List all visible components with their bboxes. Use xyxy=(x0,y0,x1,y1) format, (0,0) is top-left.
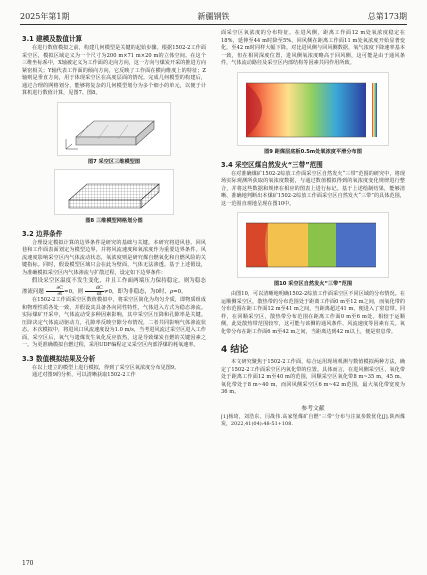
section-3-2-paragraph-3: 在1502-2工作面采空区数值模拟中，将采空区简化为均匀介质，即物质组成和物理性质各处一致，并假设其具备各向同性特性，气体进入方式为稳态渗流。实际煤矿开采中，气体流动受多种因素影响，其中采空区压降和孔隙率是关键。压降决定气体流动驱动力，孔隙率反映空隙分布情况，二者共同影响气体渗流状态。本次模拟中，将进风口风流速度设为1.0 m/s，当考进风流过采空区进入工作面，采空区后，氧气与遗煤发生氧化反应放热，这是导致煤炭自燃的关键因素之一。为更准确模拟自燃过程，采用UDF编程定义采空区内部浮煤的耗氧速率。 xyxy=(22,297,206,348)
left-column xyxy=(22,30,206,380)
figure-8-mesh xyxy=(54,169,174,215)
section-3-3-title: 3.3 数值模拟结果及分析 xyxy=(22,354,96,363)
section-3-4-paragraph-2: 由图10，可以清晰地明确1502-2综放工作面采空区不同区域的分布情况。在运顺侧采空区，散热带的分布范围处于距离工作面0 m至12 m之间，而氧化带的分布范围在距工作面12 m至41 m之间，当距离超过41 m，便进入了窒息带。同样，在回顺采空区，散热带分布范围在距离工作面0 m至6 m处。相较于运顺侧，此处散热带范围较窄，这可能与该侧的通风条件、风流速度等因素有关。氧化带分布在距工作面6 m至42 m之间，当距离达到42 m以上，便是窒息带。 xyxy=(221,291,405,335)
section-3-2-paragraph-1: 合理设定模拟计算的边界条件是研究的基础与关键。本研究将进风巷、回风巷和工作面表面划定为模型边界，并将风流速度和氧浓度作为重要边界条件。风流速度影响采空区内气体流动状态，氧浓度则是研究煤自燃氧化和自燃风险的关键指标。同时，假设模型区域只会在此为壁面，气体无法渗透。基于上述假设，为准确模拟采空区内气体渗流与扩散过程，设定如下边界条件： xyxy=(22,239,206,276)
figure-8-graphic xyxy=(55,170,173,214)
figure-7-caption: 图7 采空区三维模型图 xyxy=(87,158,141,165)
section-3-3-paragraph-2: 通过对图9的分析，可以清晰获取1502-2工作 xyxy=(32,372,136,378)
page-number: 170 xyxy=(22,560,34,567)
equation-lead: 假设采空区温度不发生变化，并且工作面两端压力保持稳定，则为稳态渗流问题 xyxy=(22,278,206,295)
section-3-4-title: 3.4 采空区煤自然发火“三带”范围 xyxy=(221,160,323,169)
right-column xyxy=(221,30,405,428)
section-3-2-title: 3.2 边界条件 xyxy=(22,229,63,238)
figure-10-caption: 图10 采空区自然发火“三带”范围 xyxy=(273,281,353,287)
figure-9-caption: 图9 距煤层底板0.5m处氧浓度平滑分布图 xyxy=(264,148,362,155)
figure-10-graphic xyxy=(238,213,388,277)
section-4-title: 4 结论 xyxy=(221,345,249,355)
section-3-3-paragraph-1: 在以上建立的模型上进行模拟，得到了采空区氧浓度分布见图9。 xyxy=(32,364,180,371)
section-3-2-equation-paragraph: 假设采空区温度不发生变化，并且工作面两端压力保持稳定，则为稳态渗流问题 $\frac{\partial C}{\partial t}$ =0，则 $\frac{dC}{dt}$ ≠0，即为非稳态，为0时，ρ=0。 xyxy=(22,278,206,297)
section-3-1-paragraph: 在进行数值模拟之前，构建几何模型是关键的起始步骤。根据1502-2工作面采空区，模拟区域定义为一个尺寸为200 m×71 m×20 m的立体空间。在这个三维坐标系中，X轴被定义为工作面的走向方向，这一方向与煤炭开采的推进方向紧密相关；Y轴代表工作面的倾向方向，它反映了工作面在横向维度上的特征；Z轴则是垂直方向，用于体现采空区在高度层面的情况。完成几何模型的构建后，通过合理的网格划分，能够将复杂的几何模型划分为多个细小的单元，以便于计算机进行数值计算，见图7、图8。 xyxy=(22,45,206,96)
derivative-fraction: $\frac{dC}{dt}$ xyxy=(85,286,104,297)
issue-label: 2025年第1期 xyxy=(20,12,70,21)
equation-mid: ，则 xyxy=(72,289,83,295)
journal-name: 新疆钢铁 xyxy=(197,12,230,21)
section-3-1-title: 3.1 建模及数值计算 xyxy=(22,35,83,43)
figure-9-graphic xyxy=(238,73,388,145)
equation-end: =0。 xyxy=(173,289,187,295)
continued-paragraph: 面采空区氧浓度的分布特征。在进风侧，距离工作面12 m处氧浓度稳定在18%，延伸至44 m时降至5%。回风侧在距离工作面11 m处氧浓度开始显著变化，至42 m时同样大幅下降。对比进风侧与回风侧数据，氧气浓度下降速率基本一致，但在相同深度位置，进风侧氧浓度略高于回风侧，这可能是由于通风条件，气体流动路径及采空区内部结构等因素共同作用所致。 xyxy=(221,30,405,66)
conclusion-paragraph: 本文研究聚焦于1502-2工作面，综合运用现场观测与数值模拟两种方法，确定了1502-2工作面采空区内氧化带的位置。具体而言，在进风侧采空区，氧化带处于距离工作面12 m至40 m的范围，回顺采空区氧化带8 m~35 m，45 m、氧化带处于8 m~40 m，而回风侧采空区6 m~42 m范围，最大氧化带宽度为36 m。 xyxy=(221,359,405,395)
figure-7-3d-model xyxy=(57,102,171,156)
total-issue-label: 总第173期 xyxy=(367,12,407,21)
section-3-4-paragraph-1: 在对准确煤矿1502-2综放工作面采空区自然发火“三带”范围的研究中，将现场实际观测所获取的氧浓度数据，与通过数值模拟得到的氧浓度变化规律进行整合，并将这些数据和规律在相应的图表上进行标记。基于上述绘制结果，能够清晰、准确地判断出本煤矿1502-2综放工作面采空区自然发火“三带”的具体范围，这一范围直观地呈现在图10中。 xyxy=(221,170,405,207)
references-title: 参考文献 xyxy=(301,405,325,412)
figure-10-three-zones xyxy=(237,212,389,278)
partial-fraction: $\frac{\partial C}{\partial t}$ xyxy=(46,286,65,297)
figure-9-oxygen-map xyxy=(237,72,389,146)
running-header xyxy=(20,8,407,25)
figure-8-caption: 图8 三维模型网格划分图 xyxy=(85,217,143,224)
reference-1: [1]杨琦，刘浩东，闫战伟.高家堡煤矿自燃“三带”分布与注氮参数优化[J].陕西煤炭，2022,41(04):48-51+108. xyxy=(221,413,405,427)
figure-7-graphic xyxy=(58,103,170,155)
equation-tail: ，即为非稳态，为0时， xyxy=(111,289,170,295)
